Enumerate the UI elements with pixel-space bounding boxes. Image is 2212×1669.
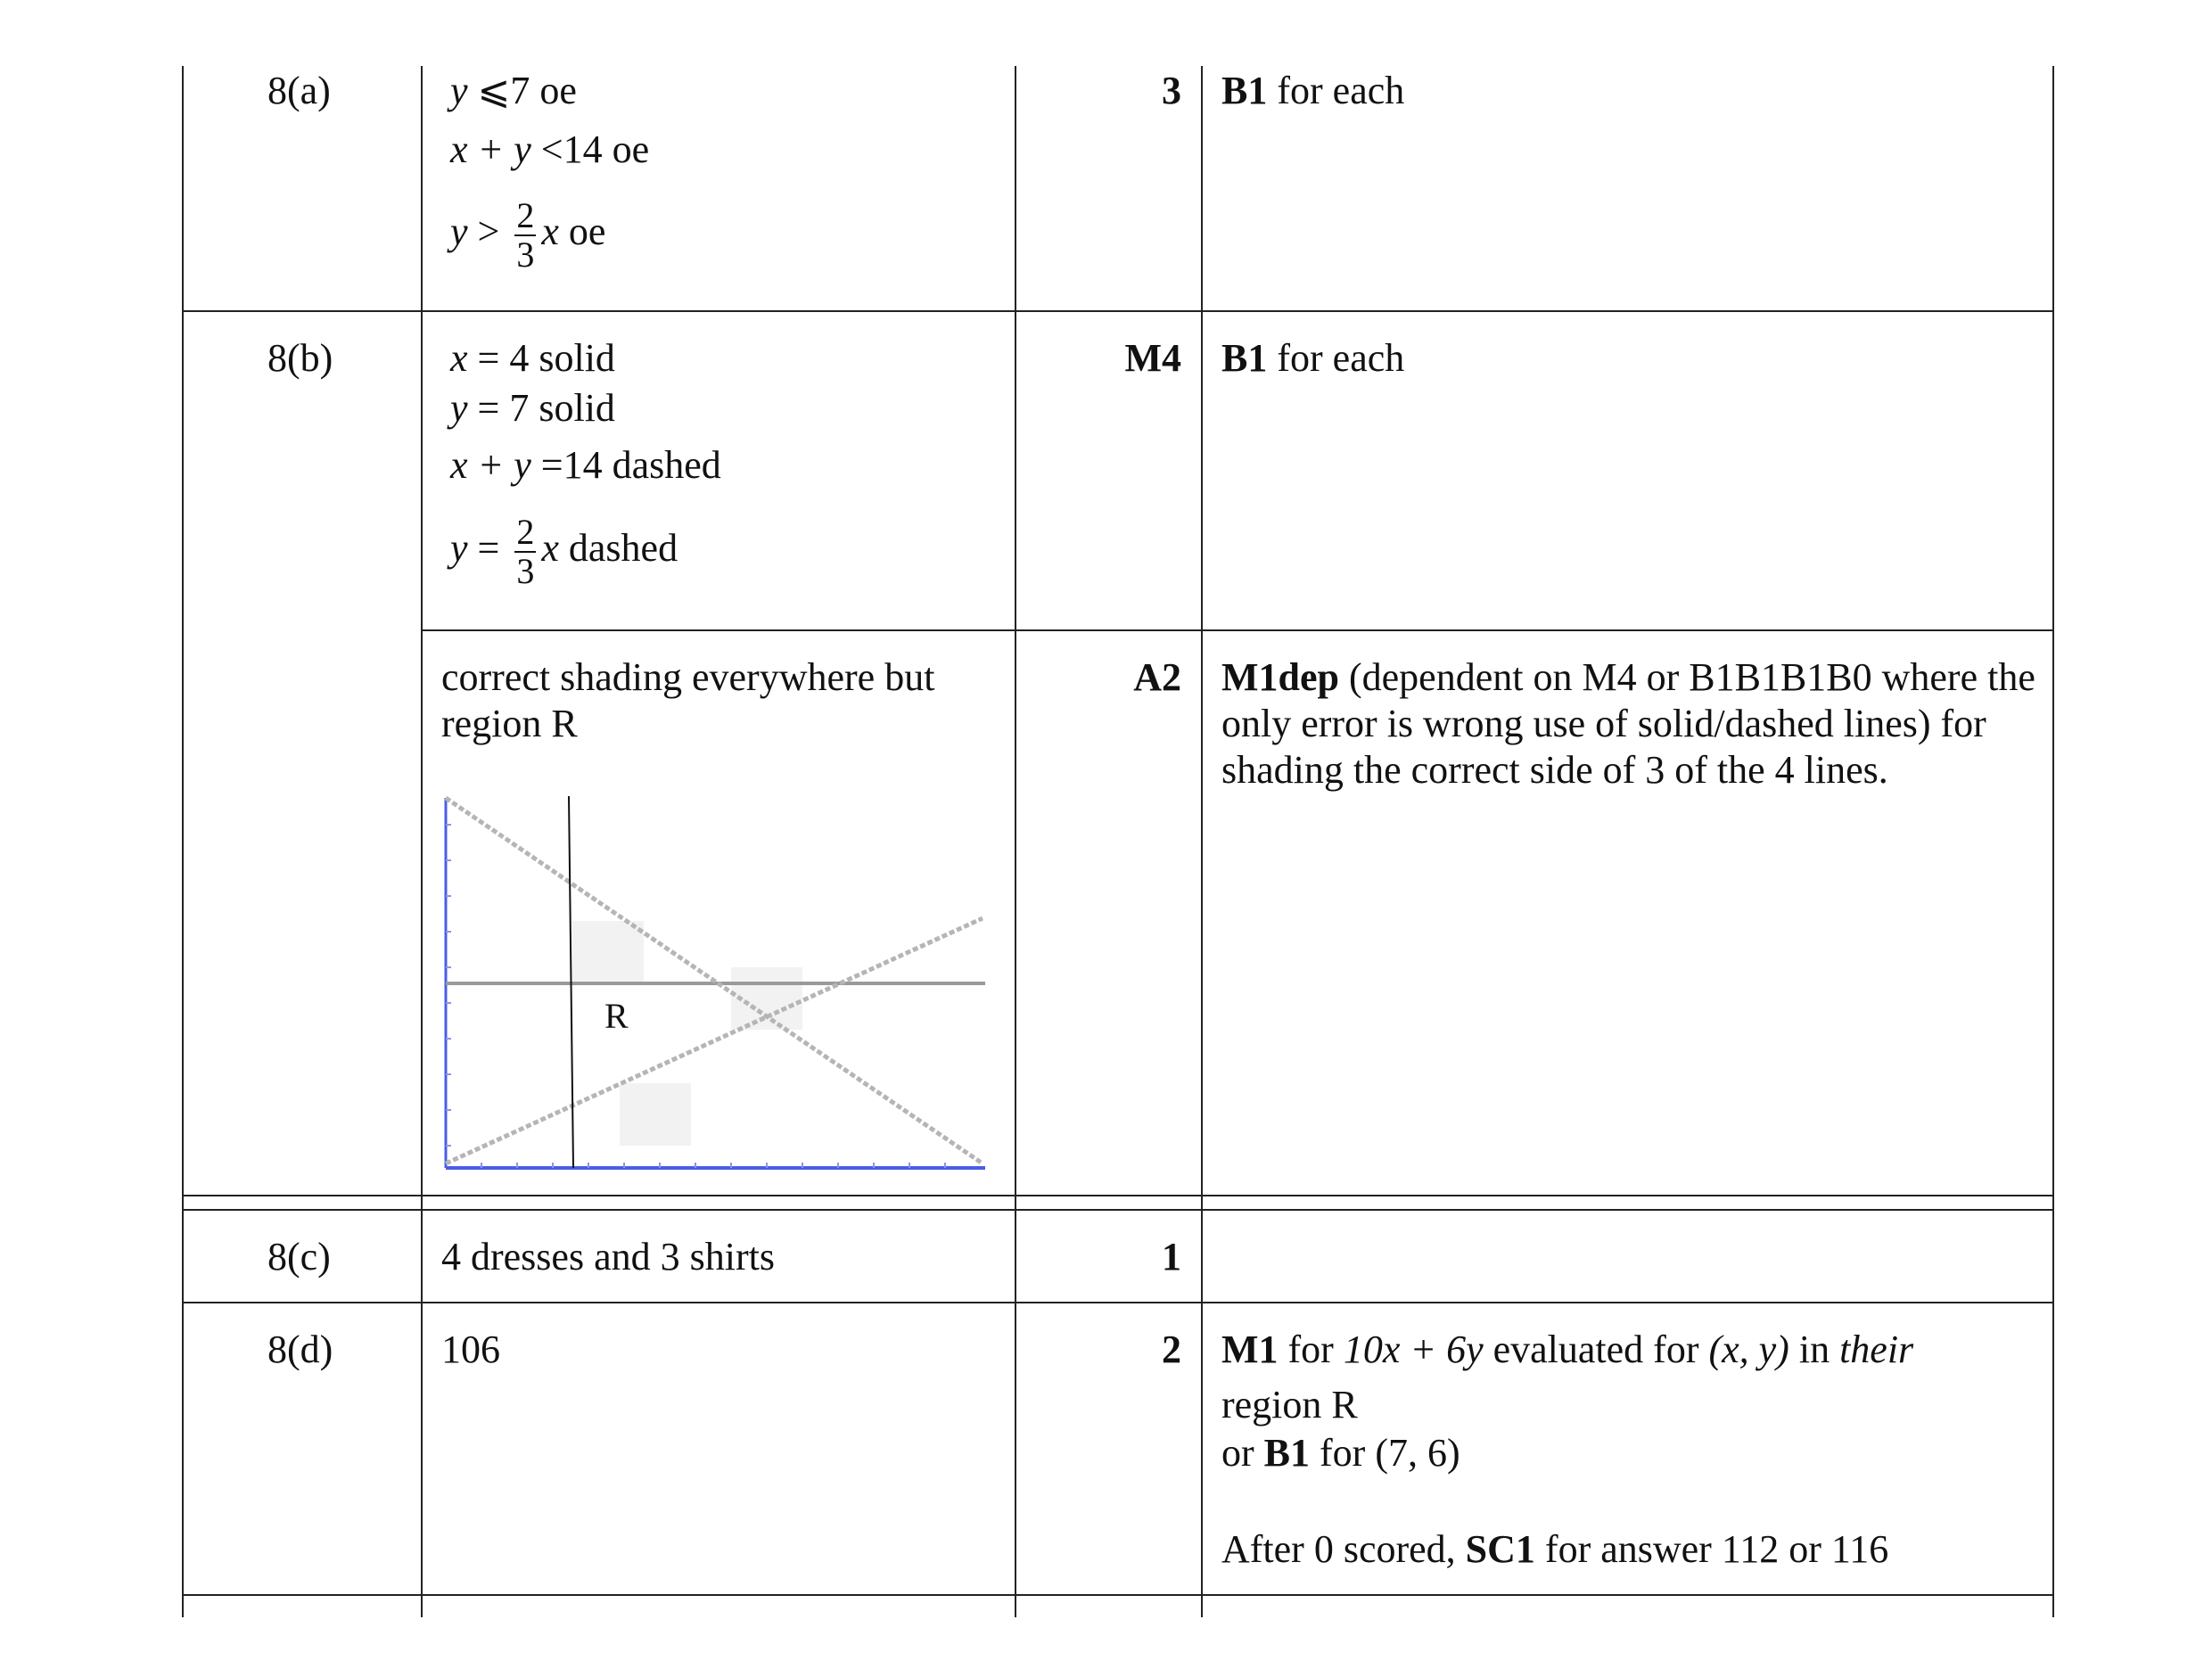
marks: 3 bbox=[1162, 69, 1181, 112]
fraction-denominator: 3 bbox=[516, 234, 535, 275]
guidance-their: their bbox=[1839, 1328, 1914, 1371]
guidance bbox=[1221, 654, 2042, 793]
guidance-or: or bbox=[1221, 1431, 1254, 1475]
guidance-text: After 0 scored, bbox=[1221, 1527, 1456, 1571]
question-number: 8(b) bbox=[267, 336, 333, 380]
guidance-pair: (x, y) bbox=[1708, 1328, 1789, 1371]
answer-note: dashed bbox=[568, 526, 678, 570]
answer-line bbox=[450, 335, 615, 382]
row-divider-b1 bbox=[182, 1195, 2054, 1196]
guidance-text: for (7, 6) bbox=[1320, 1431, 1460, 1475]
question-number: 8(a) bbox=[267, 69, 331, 112]
guidance-mark-code: SC1 bbox=[1465, 1527, 1535, 1571]
fraction-numerator: 2 bbox=[516, 194, 535, 235]
answer-rhs: 14 bbox=[563, 127, 603, 171]
answer-line bbox=[450, 442, 721, 489]
answer-op: = bbox=[477, 386, 500, 430]
guidance-b1-line bbox=[1221, 1430, 1460, 1476]
answer-lhs: x bbox=[450, 336, 468, 380]
answer-lhs: x + y bbox=[450, 127, 531, 171]
fraction bbox=[514, 194, 536, 275]
fraction-numerator: 2 bbox=[516, 511, 535, 552]
guidance-text: in bbox=[1798, 1328, 1830, 1371]
fraction-denominator: 3 bbox=[516, 550, 535, 591]
guidance-text: for answer 112 or 116 bbox=[1544, 1527, 1889, 1571]
guidance-mark-code: B1 bbox=[1221, 69, 1268, 112]
question-number: 8(d) bbox=[267, 1328, 333, 1371]
answer-note: dashed bbox=[612, 443, 721, 487]
answer-lhs: x + y bbox=[450, 443, 531, 487]
answer-note: oe bbox=[539, 69, 577, 112]
answer-rhs: 14 bbox=[563, 443, 603, 487]
marks: 1 bbox=[1162, 1235, 1181, 1278]
answer-op: < bbox=[540, 127, 563, 171]
guidance-mark-code: M1 bbox=[1221, 1328, 1279, 1371]
answer-note: solid bbox=[539, 386, 615, 430]
answer-text: 106 bbox=[441, 1328, 500, 1371]
table-border-left bbox=[182, 66, 184, 1617]
fraction bbox=[514, 511, 536, 591]
row-divider-b2 bbox=[182, 1209, 2054, 1211]
marks: 2 bbox=[1162, 1328, 1181, 1371]
answer-var: x bbox=[541, 526, 559, 570]
guidance bbox=[1221, 335, 1404, 382]
answer-line bbox=[450, 127, 649, 173]
guidance-sc1-line bbox=[1221, 1526, 1888, 1573]
guidance-text: for each bbox=[1277, 69, 1405, 112]
guidance-text: evaluated for bbox=[1492, 1328, 1699, 1371]
row-divider-b-inner bbox=[421, 629, 2054, 631]
answer-text: 4 dresses and 3 shirts bbox=[441, 1235, 775, 1278]
guidance-mark-code: B1 bbox=[1221, 336, 1268, 380]
answer-lhs: y bbox=[450, 386, 468, 430]
marks: M4 bbox=[1124, 336, 1181, 380]
answer-op: = bbox=[477, 336, 500, 380]
table-border-col2 bbox=[421, 66, 423, 1617]
answer-var: x bbox=[541, 210, 559, 253]
answer-lhs: y bbox=[450, 210, 468, 253]
guidance bbox=[1221, 68, 1404, 114]
guidance-text: (dependent on M4 or B1B1B1B0 where the only error is wrong use of solid/dashed lines) for shading the correct side of 3 of the 4 lines. bbox=[1221, 655, 2035, 792]
answer-line bbox=[450, 187, 605, 276]
table-border-right bbox=[2052, 66, 2054, 1617]
answer-rhs: 4 bbox=[509, 336, 530, 380]
answer-op: = bbox=[477, 526, 500, 570]
answer-note: oe bbox=[612, 127, 650, 171]
table-border-col3 bbox=[1015, 66, 1016, 1617]
guidance-m1-line bbox=[1221, 1327, 1913, 1373]
answer-note: solid bbox=[539, 336, 615, 380]
guidance-mark-code: M1dep bbox=[1221, 655, 1339, 699]
table-border-col4 bbox=[1201, 66, 1203, 1617]
answer-line bbox=[450, 68, 577, 114]
answer-op: > bbox=[477, 210, 500, 253]
answer-lhs: y bbox=[450, 526, 468, 570]
answer-text: correct shading everywhere but region R bbox=[441, 655, 935, 745]
answer-rhs: 7 bbox=[509, 386, 530, 430]
answer-lhs: y bbox=[450, 69, 468, 112]
guidance-text: region R bbox=[1221, 1383, 1358, 1426]
marks: A2 bbox=[1133, 655, 1181, 699]
row-divider-c bbox=[182, 1302, 2054, 1303]
answer-line bbox=[450, 385, 615, 432]
row-divider-a bbox=[182, 310, 2054, 312]
region-label: R bbox=[604, 996, 629, 1036]
answer-op: ⩽ bbox=[477, 69, 511, 112]
answer-note: oe bbox=[568, 210, 606, 253]
answer-op: = bbox=[540, 443, 563, 487]
answer-line bbox=[450, 504, 678, 593]
row-divider-d bbox=[182, 1594, 2054, 1596]
guidance-mark-code: B1 bbox=[1263, 1431, 1311, 1475]
guidance-expression: 10x + 6y bbox=[1343, 1328, 1484, 1371]
shading-graph bbox=[437, 789, 990, 1177]
question-number: 8(c) bbox=[267, 1235, 331, 1278]
answer-rhs: 7 bbox=[510, 69, 530, 112]
guidance-text: for bbox=[1287, 1328, 1334, 1371]
guidance-text: for each bbox=[1277, 336, 1405, 380]
